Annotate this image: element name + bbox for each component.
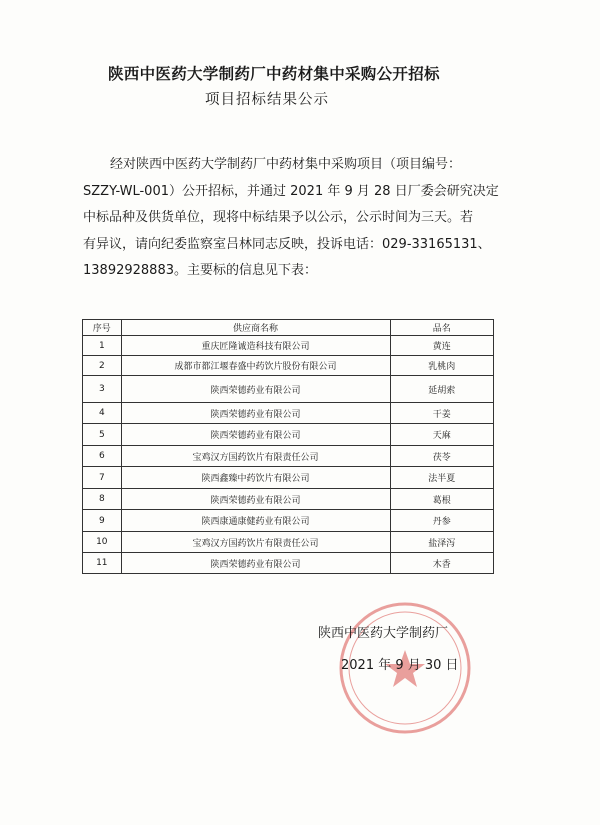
cell-no: 9 [83,510,122,532]
issue-date: 2021 年 9 月 30 日 [341,658,459,673]
cell-supplier: 陕西康通康健药业有限公司 [121,510,390,532]
cell-no: 10 [83,532,122,553]
table-row [83,467,494,489]
header-supplier: 供应商名称 [121,320,390,336]
table-row [83,356,494,376]
cell-item: 天麻 [390,424,494,446]
body-line: 13892928883。主要标的信息见下表： [83,263,317,278]
notice-title: 陕西中医药大学制药厂中药材集中采购公开招标 [108,65,440,83]
cell-no: 7 [83,467,122,489]
cell-item: 葛根 [390,489,494,510]
cell-item: 木香 [390,553,494,574]
cell-no: 11 [83,553,122,574]
table-row [83,336,494,356]
body-line: 有异议，请向纪委监察室吕林同志反映，投诉电话：029-33165131、 [83,236,491,252]
issuer-name: 陕西中医药大学制药厂 [318,626,449,641]
notice-body [83,152,508,285]
table-row [83,489,494,510]
cell-no: 5 [83,424,122,446]
cell-supplier: 陕西鑫臻中药饮片有限公司 [121,467,390,489]
table-row [83,510,494,532]
cell-no: 4 [83,403,122,424]
cell-no: 2 [83,356,122,376]
header-item: 品名 [390,320,494,336]
cell-item: 茯苓 [390,446,494,467]
cell-no: 3 [83,376,122,403]
cell-supplier: 成都市都江堰春盛中药饮片股份有限公司 [121,356,390,376]
cell-supplier: 陕西荣德药业有限公司 [121,489,390,510]
table-row [83,376,494,403]
cell-supplier: 重庆匠隆诚造科技有限公司 [121,336,390,356]
cell-no: 8 [83,489,122,510]
cell-supplier: 宝鸡汉方国药饮片有限责任公司 [121,532,390,553]
results-table [82,319,494,574]
body-line: 中标品种及供货单位，现将中标结果予以公示，公示时间为三天。若 [83,210,474,225]
body-line: SZZY-WL-001）公开招标，并通过 2021 年 9 月 28 日厂委会研究决定 [83,183,499,199]
body-line: 经对陕西中医药大学制药厂中药材集中采购项目（项目编号： [110,157,462,172]
cell-item: 丹参 [390,510,494,532]
cell-item: 乳桃肉 [390,356,494,376]
table-header-row [83,320,494,336]
cell-item: 盐泽泻 [390,532,494,553]
cell-item: 黄连 [390,336,494,356]
cell-supplier: 陕西荣德药业有限公司 [121,424,390,446]
cell-item: 延胡索 [390,376,494,403]
cell-supplier: 陕西荣德药业有限公司 [121,376,390,403]
table-row [83,403,494,424]
notice-subtitle: 项目招标结果公示 [205,92,329,108]
table-row [83,424,494,446]
table-row [83,553,494,574]
cell-no: 6 [83,446,122,467]
cell-supplier: 陕西荣德药业有限公司 [121,553,390,574]
cell-no: 1 [83,336,122,356]
cell-supplier: 宝鸡汉方国药饮片有限责任公司 [121,446,390,467]
cell-item: 干姜 [390,403,494,424]
table-row [83,532,494,553]
cell-supplier: 陕西荣德药业有限公司 [121,403,390,424]
cell-item: 法半夏 [390,467,494,489]
header-no: 序号 [83,320,122,336]
table-row [83,446,494,467]
